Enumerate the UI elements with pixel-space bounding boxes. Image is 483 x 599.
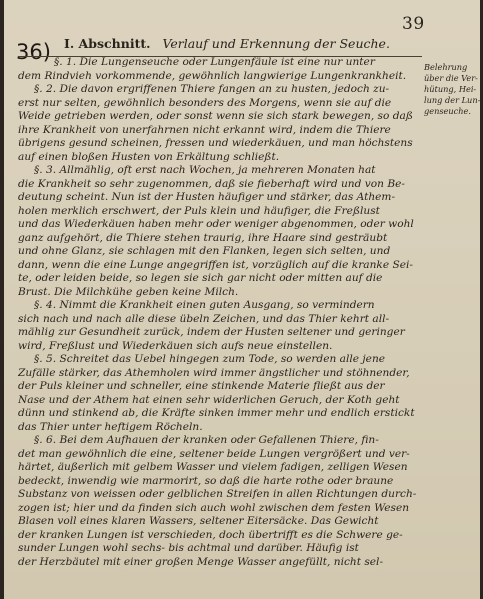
- text-line: §. 3. Allmählig, oft erst nach Wochen, ja mehreren Monaten hat: [34, 164, 376, 176]
- text-line: der Herzbäutel mit einer großen Menge Wasser angefüllt, nicht sel-: [18, 555, 384, 568]
- text-line: §. 4. Nimmt die Krankheit einen guten Ausgang, so vermindern: [34, 299, 375, 311]
- text-line: sunder Lungen wohl sechs- bis achtmal und darüber. Häufig ist: [18, 542, 359, 554]
- text-line: §. 5. Schreitet das Uebel hingegen zum Tode, so werden alle jene: [34, 353, 386, 365]
- text-line: ganz aufgehört, die Thiere stehen traurig, ihre Haare sind gesträubt: [18, 231, 388, 244]
- text-line: dann, wenn die eine Lunge angegriffen ist, vorzüglich auf die kranke Sei-: [18, 258, 413, 271]
- document-page: [4, 0, 480, 599]
- text-line: ihre Krankheit von unerfahrnen nicht erkannt wird, indem die Thiere: [18, 123, 391, 136]
- text-line: dünn und stinkend ab, die Kräfte sinken immer mehr und endlich erstickt: [18, 407, 415, 419]
- text-line: holen merklich erschwert, der Puls klein und häufiger, die Freßlust: [18, 204, 380, 217]
- text-line: übrigens gesund scheinen, fressen und wiederkäuen, und man höchstens: [18, 137, 413, 149]
- text-line: auf einen bloßen Husten von Erkältung schließt.: [18, 150, 280, 163]
- text-line: deutung scheint. Nun ist der Husten häufiger und stärker, das Athem-: [18, 191, 396, 203]
- text-line: Blasen voll eines klaren Wassers, seltener Eitersäcke. Das Gewicht: [18, 515, 379, 527]
- text-line: der kranken Lungen ist verschieden, doch übertrifft es die Schwere ge-: [18, 528, 403, 541]
- section-heading: [64, 36, 424, 51]
- text-line: Nase und der Athem hat einen sehr widerlichen Geruch, der Koth geht: [18, 393, 400, 406]
- page-number: 39: [402, 14, 425, 34]
- handwritten-number: 36): [16, 40, 51, 64]
- margin-note: Belehrung über die Ver- hütung, Hei- lung der Lun- genseuche.: [424, 62, 480, 116]
- text-line: das Thier unter heftigem Röcheln.: [18, 420, 203, 433]
- text-line: §. 1. Die Lungenseuche oder Lungenfäule ist eine nur unter: [54, 56, 375, 68]
- text-line: mählig zur Gesundheit zurück, indem der Husten seltener und geringer: [18, 326, 405, 338]
- text-line: der Puls kleiner und schneller, eine stinkende Materie fließt aus der: [18, 380, 385, 392]
- text-line: härtet, äußerlich mit gelbem Wasser und vielem fadigen, zelligen Wesen: [18, 461, 408, 473]
- text-line: sich nach und nach alle diese übeln Zeichen, und das Thier kehrt all-: [18, 312, 390, 325]
- section-title: Verlauf und Erkennung der Seuche.: [162, 36, 390, 51]
- text-line: zogen ist; hier und da finden sich auch wohl zwischen dem festen Wesen: [18, 501, 410, 514]
- text-line: det man gewöhnlich die eine, seltener beide Lungen vergrößert und ver-: [18, 447, 410, 460]
- text-line: und das Wiederkäuen haben mehr oder weniger abgenommen, oder wohl: [18, 218, 414, 230]
- text-line: wird, Freßlust und Wiederkäuen sich aufs neue einstellen.: [18, 339, 333, 352]
- text-line: Zufälle stärker, das Athemholen wird immer ängstlicher und stöhnender,: [18, 366, 410, 379]
- text-line: te, oder leiden beide, so legen sie sich gar nicht oder mitten auf die: [18, 272, 383, 284]
- text-line: und ohne Glanz, sie schlagen mit den Flanken, legen sich selten, und: [18, 245, 391, 257]
- text-line: Weide getrieben werden, oder sonst wenn sie sich stark bewegen, so daß: [18, 110, 413, 122]
- text-line: erst nur selten, gewöhnlich besonders des Morgens, wenn sie auf die: [18, 96, 392, 109]
- text-line: Brust. Die Milchkühe geben keine Milch.: [18, 285, 239, 298]
- text-line: §. 6. Bei dem Aufhauen der kranken oder Gefallenen Thiere, fin-: [34, 434, 379, 446]
- text-line: Substanz von weissen oder gelblichen Streifen in allen Richtungen durch-: [18, 488, 417, 500]
- text-line: bedeckt, inwendig wie marmorirt, so daß die harte rothe oder braune: [18, 474, 394, 487]
- text-line: die Krankheit so sehr zugenommen, daß sie fieberhaft wird und von Be-: [18, 177, 405, 190]
- section-label: I. Abschnitt.: [64, 36, 151, 51]
- body-text: [18, 56, 422, 569]
- text-line: §. 2. Die davon ergriffenen Thiere fangen an zu husten, jedoch zu-: [34, 83, 390, 95]
- text-line: dem Rindvieh vorkommende, gewöhnlich langwierige Lungenkrankheit.: [18, 69, 407, 82]
